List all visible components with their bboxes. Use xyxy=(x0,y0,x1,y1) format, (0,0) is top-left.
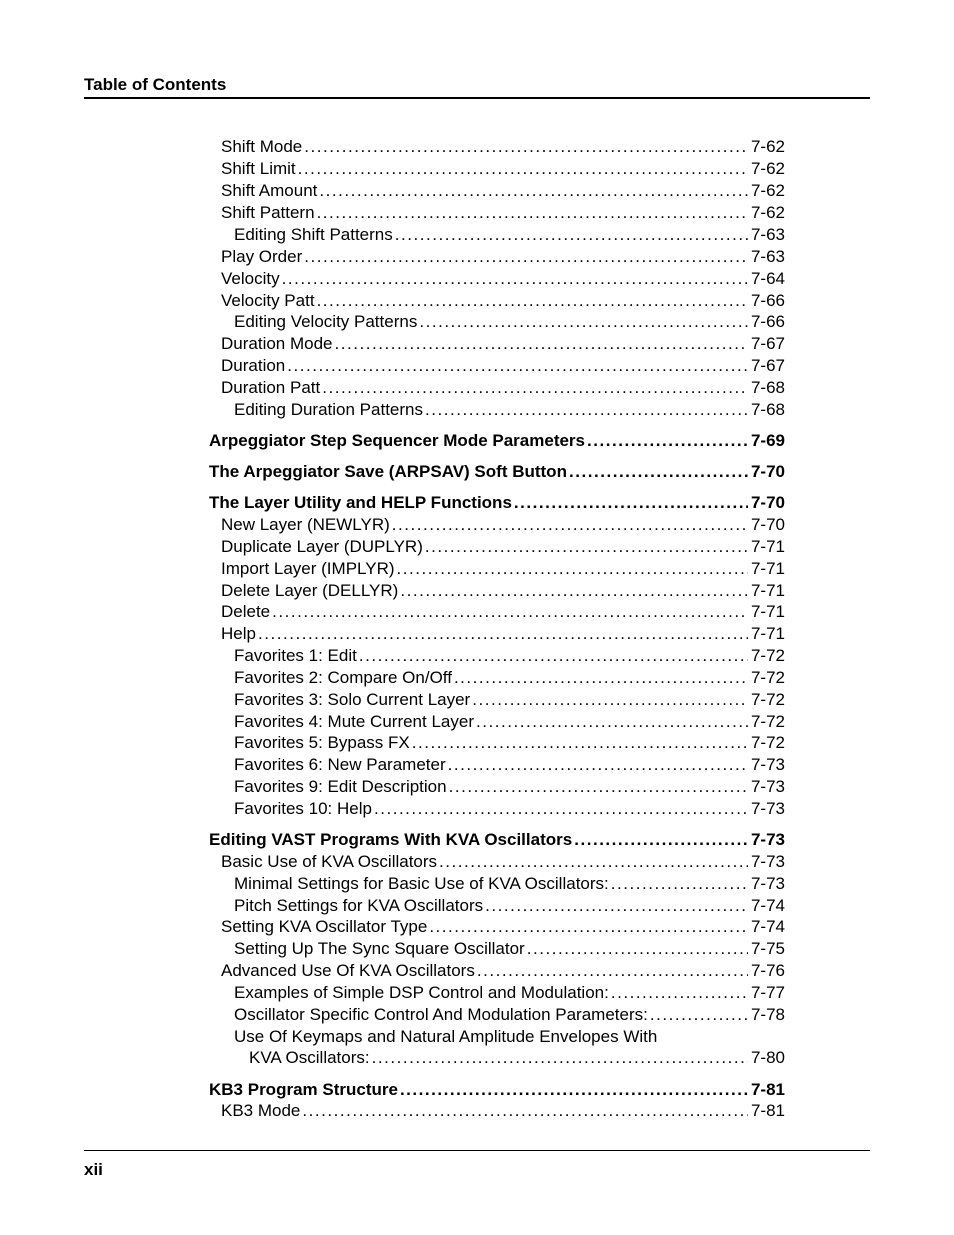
toc-entry-page: 7-72 xyxy=(750,646,785,665)
toc-entry-title: Favorites 4: Mute Current Layer xyxy=(234,712,474,731)
toc-entry-title: Setting KVA Oscillator Type xyxy=(221,917,428,936)
toc-entry[interactable] xyxy=(234,400,785,420)
toc-entry-page: 7-73 xyxy=(750,830,785,849)
toc-entry[interactable] xyxy=(234,755,785,775)
leader-dots xyxy=(304,247,748,267)
toc-entry-page: 7-78 xyxy=(750,1005,785,1024)
toc-entry-page: 7-74 xyxy=(750,917,785,936)
toc-entry-page: 7-62 xyxy=(750,203,785,222)
toc-entry-page: 7-71 xyxy=(750,581,785,600)
toc-entry[interactable] xyxy=(234,1005,785,1025)
toc-entry-title: Editing Shift Patterns xyxy=(234,225,393,244)
toc-entry-title: Import Layer (IMPLYR) xyxy=(221,559,395,578)
toc-entry-title: Help xyxy=(221,624,256,643)
toc-entry[interactable] xyxy=(234,983,785,1003)
leader-dots xyxy=(454,668,748,688)
leader-dots xyxy=(282,269,748,289)
toc-entry-page: 7-71 xyxy=(750,559,785,578)
toc-entry-page: 7-76 xyxy=(750,961,785,980)
toc-entry[interactable] xyxy=(221,581,785,601)
toc-entry[interactable] xyxy=(221,624,785,644)
leader-dots xyxy=(569,462,748,482)
toc-entry-title: Examples of Simple DSP Control and Modulation: xyxy=(234,983,609,1002)
toc-entry-title-wrapped[interactable]: Use Of Keymaps and Natural Amplitude Envelopes With xyxy=(234,1027,658,1046)
leader-dots xyxy=(374,799,748,819)
leader-dots xyxy=(425,400,748,420)
toc-entry-page: 7-68 xyxy=(750,400,785,419)
leader-dots xyxy=(400,581,748,601)
toc-entry-title: Favorites 5: Bypass FX xyxy=(234,733,410,752)
toc-entry[interactable] xyxy=(221,334,785,354)
toc-entry[interactable] xyxy=(221,961,785,981)
toc-entry[interactable] xyxy=(234,312,785,332)
toc-entry[interactable] xyxy=(221,378,785,398)
toc-entry-page: 7-72 xyxy=(750,668,785,687)
toc-entry-title: Editing Velocity Patterns xyxy=(234,312,418,331)
toc-section-heading[interactable] xyxy=(209,493,785,513)
toc-entry-page: 7-77 xyxy=(750,983,785,1002)
leader-dots xyxy=(317,203,748,223)
toc-entry-page: 7-73 xyxy=(750,777,785,796)
leader-dots xyxy=(650,1005,748,1025)
toc-entry-title: KB3 Program Structure xyxy=(209,1080,398,1099)
toc-entry-title: Favorites 10: Help xyxy=(234,799,372,818)
toc-entry-page: 7-71 xyxy=(750,624,785,643)
leader-dots xyxy=(302,1101,748,1121)
leader-dots xyxy=(317,291,748,311)
leader-dots xyxy=(439,852,748,872)
toc-entry-page: 7-72 xyxy=(750,712,785,731)
toc-entry-page: 7-68 xyxy=(750,378,785,397)
toc-entry-title: The Arpeggiator Save (ARPSAV) Soft Button xyxy=(209,462,567,481)
toc-entry[interactable] xyxy=(221,852,785,872)
toc-entry-page: 7-63 xyxy=(750,225,785,244)
toc-entry-page: 7-66 xyxy=(750,291,785,310)
toc-entry-title: Duration xyxy=(221,356,286,375)
toc-entry[interactable] xyxy=(221,203,785,223)
leader-dots xyxy=(449,777,748,797)
toc-entry-title: Pitch Settings for KVA Oscillators xyxy=(234,896,484,915)
leader-dots xyxy=(527,939,748,959)
toc-entry[interactable] xyxy=(221,537,785,557)
page-header-title: Table of Contents xyxy=(84,75,227,94)
toc-entry[interactable] xyxy=(249,1048,785,1068)
toc-entry-title: Minimal Settings for Basic Use of KVA Oscillators: xyxy=(234,874,609,893)
toc-entry-page: 7-66 xyxy=(750,312,785,331)
toc-entry-page: 7-73 xyxy=(750,799,785,818)
leader-dots xyxy=(476,712,748,732)
leader-dots xyxy=(587,431,748,451)
toc-entry[interactable] xyxy=(221,1101,785,1121)
toc-entry-title: Shift Limit xyxy=(221,159,296,178)
toc-section-heading[interactable] xyxy=(209,431,785,451)
leader-dots xyxy=(400,1080,748,1100)
leader-dots xyxy=(514,493,748,513)
toc-entry-title: Velocity Patt xyxy=(221,291,315,310)
leader-dots xyxy=(395,225,748,245)
toc-entry[interactable] xyxy=(234,874,785,894)
header-rule xyxy=(84,97,870,99)
leader-dots xyxy=(485,896,748,916)
toc-entry-page: 7-81 xyxy=(750,1101,785,1120)
page-number: xii xyxy=(84,1160,103,1179)
toc-entry-title: Favorites 6: New Parameter xyxy=(234,755,446,774)
leader-dots xyxy=(319,181,748,201)
leader-dots xyxy=(611,983,748,1003)
toc-entry-title: Advanced Use Of KVA Oscillators xyxy=(221,961,475,980)
toc-entry-page: 7-63 xyxy=(750,247,785,266)
toc-entry-page: 7-70 xyxy=(750,515,785,534)
toc-entry[interactable] xyxy=(234,712,785,732)
leader-dots xyxy=(611,874,748,894)
leader-dots xyxy=(322,378,748,398)
toc-entry-page: 7-71 xyxy=(750,537,785,556)
toc-entry-page: 7-71 xyxy=(750,602,785,621)
toc-entry-title: Basic Use of KVA Oscillators xyxy=(221,852,438,871)
toc-entry-title: Favorites 3: Solo Current Layer xyxy=(234,690,471,709)
toc-entry-title: Velocity xyxy=(221,269,280,288)
toc-entry-title: Shift Mode xyxy=(221,137,303,156)
toc-entry-title: Delete Layer (DELLYR) xyxy=(221,581,399,600)
toc-entry-page: 7-69 xyxy=(750,431,785,450)
toc-entry-title: Setting Up The Sync Square Oscillator xyxy=(234,939,525,958)
toc-entry-page: 7-74 xyxy=(750,896,785,915)
toc-entry[interactable] xyxy=(221,137,785,157)
toc-entry-title: Favorites 1: Edit xyxy=(234,646,357,665)
leader-dots xyxy=(372,1048,748,1068)
toc-entry-title: Play Order xyxy=(221,247,303,266)
toc-entry-title: Duplicate Layer (DUPLYR) xyxy=(221,537,423,556)
toc-entry[interactable] xyxy=(221,247,785,267)
leader-dots xyxy=(287,356,748,376)
toc-entry-title: Oscillator Specific Control And Modulation Parameters: xyxy=(234,1005,648,1024)
toc-entry-title: Duration Patt xyxy=(221,378,321,397)
toc-entry[interactable] xyxy=(221,356,785,376)
toc-entry[interactable] xyxy=(234,799,785,819)
toc-entry-page: 7-72 xyxy=(750,733,785,752)
toc-entry-title: Editing Duration Patterns xyxy=(234,400,423,419)
toc-entry-title: Favorites 9: Edit Description xyxy=(234,777,447,796)
toc-entry-title: The Layer Utility and HELP Functions xyxy=(209,493,512,512)
leader-dots xyxy=(448,755,748,775)
toc-section-heading[interactable] xyxy=(209,830,785,850)
leader-dots xyxy=(258,624,748,644)
toc-entry-title: New Layer (NEWLYR) xyxy=(221,515,390,534)
toc-entry-page: 7-72 xyxy=(750,690,785,709)
leader-dots xyxy=(425,537,748,557)
toc-entry-page: 7-67 xyxy=(750,356,785,375)
toc-entry[interactable] xyxy=(221,917,785,937)
leader-dots xyxy=(272,602,748,622)
leader-dots xyxy=(304,137,748,157)
toc-entry-page: 7-62 xyxy=(750,159,785,178)
toc-entry[interactable] xyxy=(234,225,785,245)
toc-entry[interactable] xyxy=(221,181,785,201)
leader-dots xyxy=(397,559,748,579)
toc-entry[interactable] xyxy=(221,559,785,579)
toc-entry-title: KVA Oscillators: xyxy=(249,1048,370,1067)
toc-entry-title: Arpeggiator Step Sequencer Mode Parameters xyxy=(209,431,586,450)
toc-entry-page: 7-80 xyxy=(750,1048,785,1067)
toc-entry[interactable] xyxy=(221,159,785,179)
leader-dots xyxy=(412,733,748,753)
toc-entry-page: 7-73 xyxy=(750,852,785,871)
toc-entry-page: 7-62 xyxy=(750,137,785,156)
toc-entry[interactable] xyxy=(234,668,785,688)
leader-dots xyxy=(359,646,748,666)
toc-entry-page: 7-62 xyxy=(750,181,785,200)
toc-entry-page: 7-67 xyxy=(750,334,785,353)
leader-dots xyxy=(477,961,748,981)
toc-entry-page: 7-73 xyxy=(750,755,785,774)
toc-entry-title: Shift Amount xyxy=(221,181,318,200)
toc-entry[interactable] xyxy=(234,646,785,666)
leader-dots xyxy=(429,917,748,937)
toc-entry-page: 7-70 xyxy=(750,462,785,481)
leader-dots xyxy=(574,830,748,850)
toc-entry-title: KB3 Mode xyxy=(221,1101,301,1120)
toc-entry-title: Shift Pattern xyxy=(221,203,315,222)
leader-dots xyxy=(392,515,748,535)
toc-entry-page: 7-64 xyxy=(750,269,785,288)
leader-dots xyxy=(472,690,748,710)
toc-entry[interactable] xyxy=(221,269,785,289)
toc-entry[interactable] xyxy=(234,733,785,753)
toc-section-heading[interactable] xyxy=(209,462,785,482)
leader-dots xyxy=(298,159,748,179)
toc-entry[interactable] xyxy=(234,777,785,797)
toc-entry-title: Duration Mode xyxy=(221,334,333,353)
toc-entry-title: Editing VAST Programs With KVA Oscillators xyxy=(209,830,573,849)
footer-rule xyxy=(84,1150,870,1151)
leader-dots xyxy=(419,312,748,332)
toc-entry-title: Delete xyxy=(221,602,271,621)
toc-entry-page: 7-70 xyxy=(750,493,785,512)
toc-entry[interactable] xyxy=(234,896,785,916)
toc-entry-title: Favorites 2: Compare On/Off xyxy=(234,668,452,687)
toc-entry[interactable] xyxy=(221,602,785,622)
leader-dots xyxy=(335,334,748,354)
toc-entry-page: 7-75 xyxy=(750,939,785,958)
toc-entry[interactable] xyxy=(234,939,785,959)
toc-section-heading[interactable] xyxy=(209,1080,785,1100)
toc-entry-page: 7-81 xyxy=(750,1080,785,1099)
toc-entry[interactable] xyxy=(221,515,785,535)
toc-entry[interactable] xyxy=(221,291,785,311)
toc-entry-page: 7-73 xyxy=(750,874,785,893)
toc-entry[interactable] xyxy=(234,690,785,710)
